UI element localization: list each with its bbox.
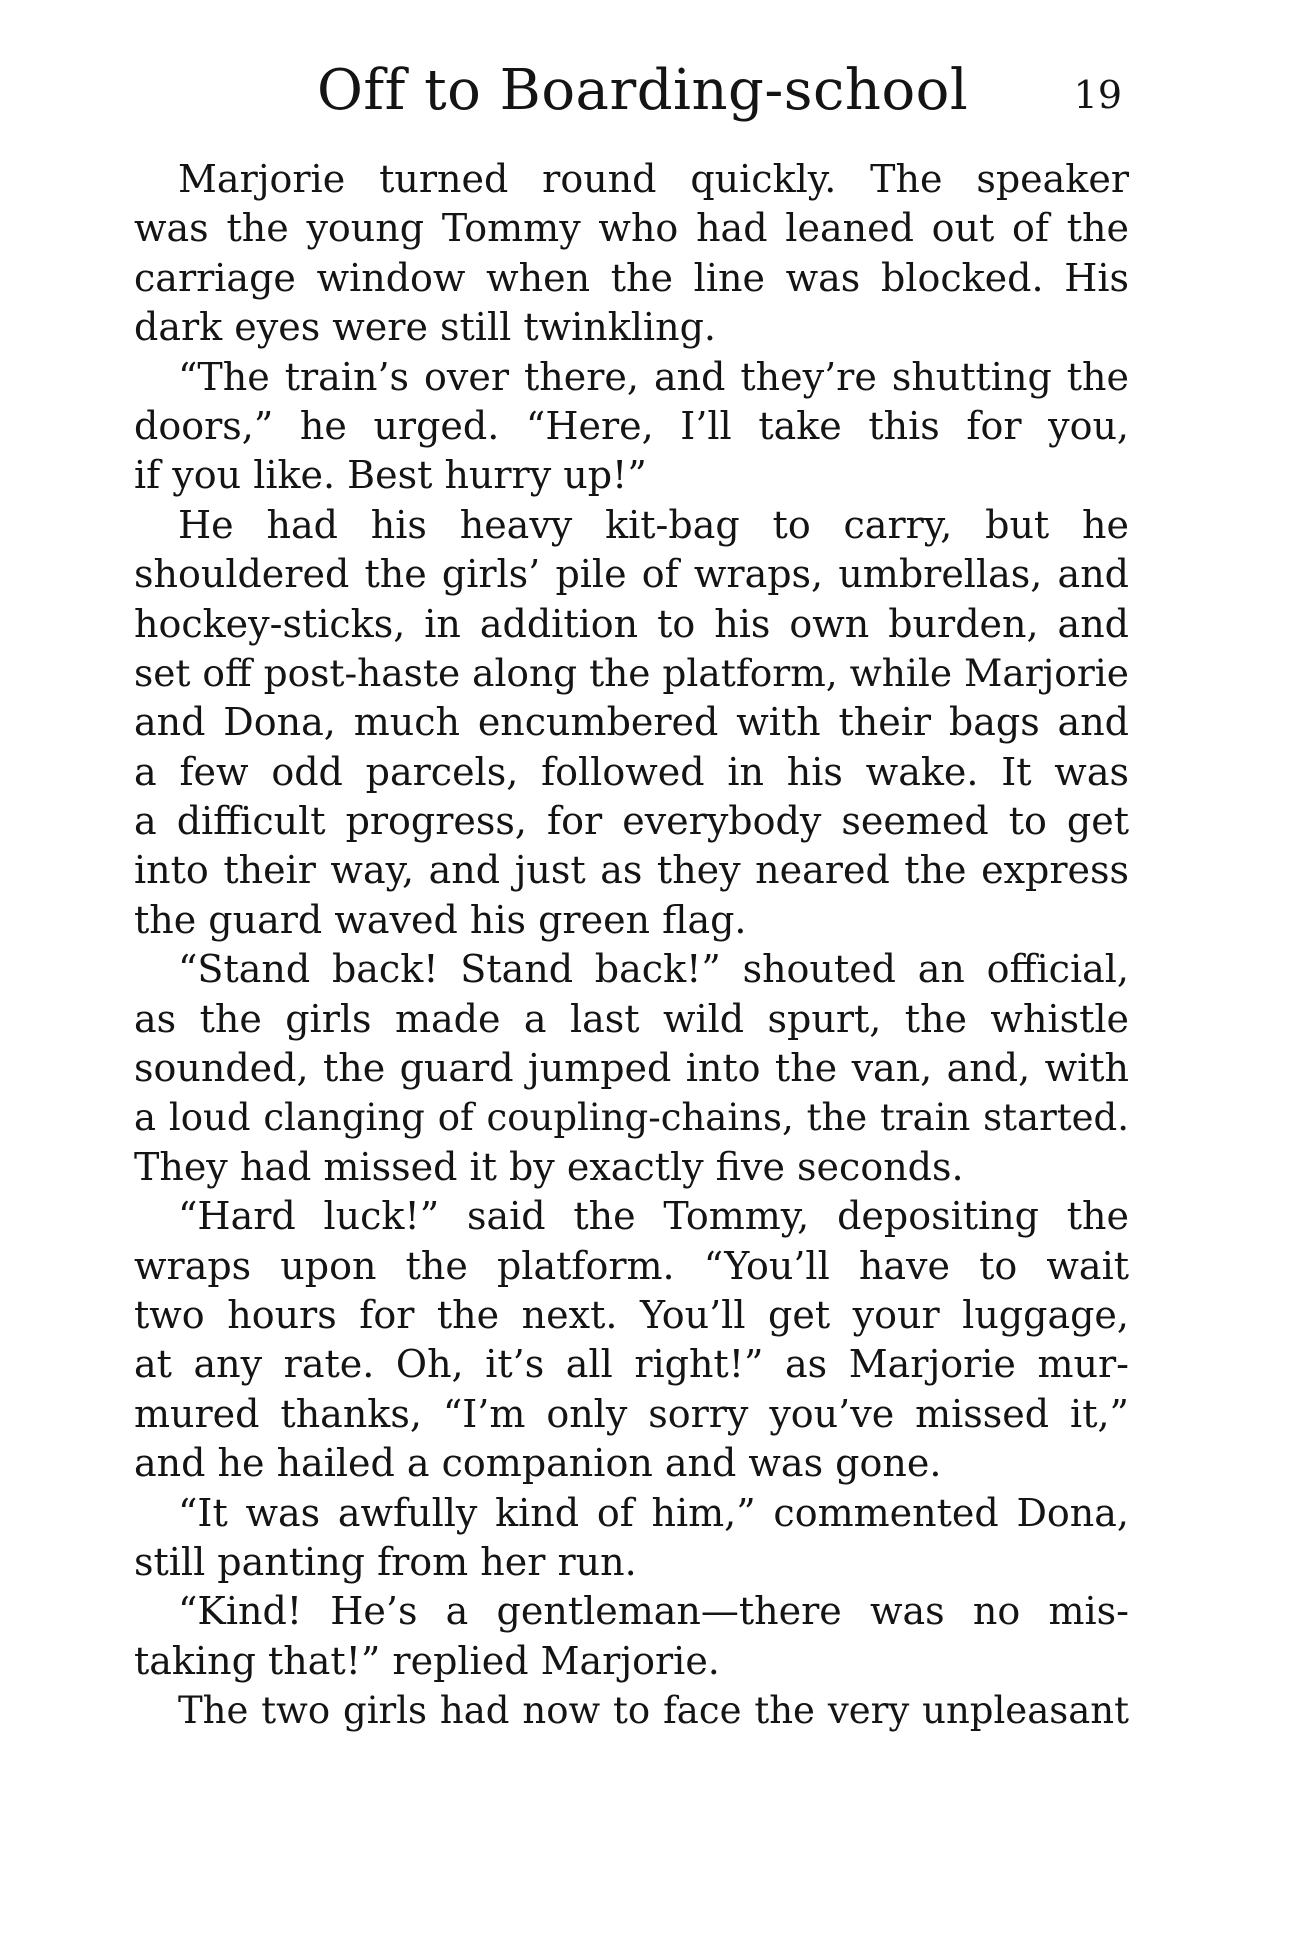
text-line: at any rate. Oh, it’s all right!” as Marjorie mur- [134,1342,1129,1387]
text-line: sounded, the guard jumped into the van, and, with [134,1046,1129,1091]
text-line: doors,” he urged. “Here, I’ll take this for you, [134,403,1129,448]
text-line: the guard waved his green flag. [134,897,747,942]
text-line: dark eyes were still twinkling. [134,305,716,350]
text-line: still panting from her run. [134,1539,637,1584]
text-line: “The train’s over there, and they’re shutting the [178,354,1129,399]
body-text [134,155,1129,1736]
text-line: wraps upon the platform. “You’ll have to wait [134,1243,1129,1288]
text-line: two hours for the next. You’ll get your luggage, [134,1292,1129,1337]
text-line: if you like. Best hurry up!” [134,453,647,498]
page-number: 19 [1073,73,1122,117]
text-line: carriage window when the line was blocked. His [134,255,1129,300]
text-line: a loud clanging of coupling-chains, the train started. [134,1096,1129,1140]
text-line: a difficult progress, for everybody seemed to get [134,799,1129,844]
text-line: The two girls had now to face the very unpleasant [178,1689,1129,1733]
text-line: set off post-haste along the platform, while Marjorie [134,650,1129,695]
text-line: hockey-sticks, in addition to his own burden, and [134,601,1129,646]
text-line: “It was awfully kind of him,” commented Dona, [178,1490,1129,1535]
text-line: mured thanks, “I’m only sorry you’ve missed it,” [134,1391,1129,1436]
running-head [134,44,1134,134]
text-line: and Dona, much encumbered with their bags and [134,700,1129,745]
text-line: and he hailed a companion and was gone. [134,1441,942,1486]
text-line: as the girls made a last wild spurt, the whistle [134,996,1129,1041]
text-line: “Kind! He’s a gentleman—there was no mis- [178,1589,1129,1634]
text-line: Marjorie turned round quickly. The speaker [178,157,1129,201]
text-line: “Hard luck!” said the Tommy, depositing the [178,1194,1129,1239]
text-line: a few odd parcels, followed in his wake. It was [134,749,1129,794]
text-line: shouldered the girls’ pile of wraps, umbrellas, and [134,552,1129,597]
chapter-title: Off to Boarding-school [317,58,969,123]
text-line: taking that!” replied Marjorie. [134,1638,720,1683]
text-line: He had his heavy kit-bag to carry, but he [178,502,1129,547]
text-line: “Stand back! Stand back!” shouted an official, [178,947,1129,992]
text-line: was the young Tommy who had leaned out of the [134,206,1129,251]
text-line: They had missed it by exactly five seconds. [134,1144,964,1189]
text-line: into their way, and just as they neared the express [134,848,1129,893]
